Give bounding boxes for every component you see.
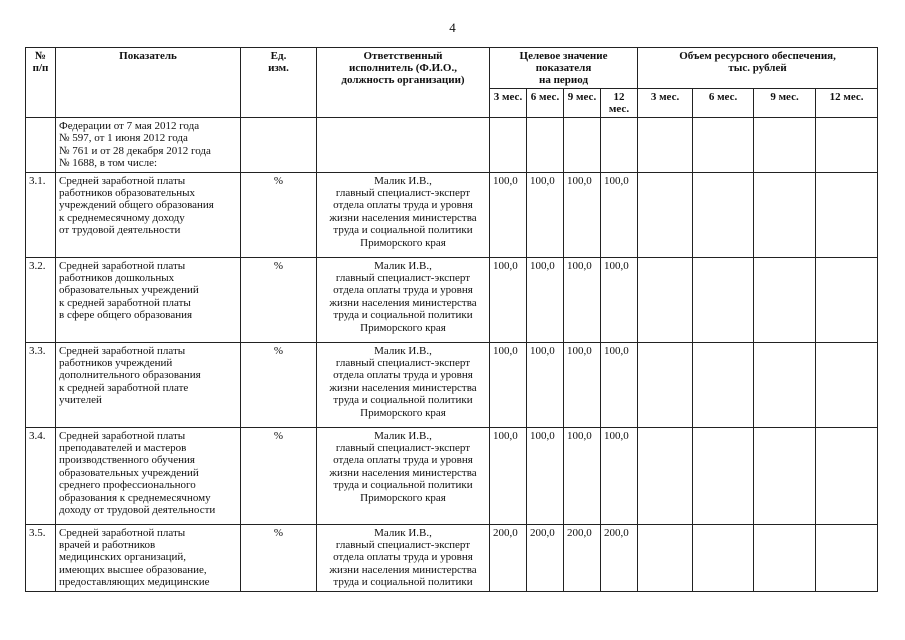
cell-target: 200,0 <box>527 524 564 591</box>
header-responsible: Ответственный исполнитель (Ф.И.О., должность организации) <box>317 48 490 118</box>
cell-unit: % <box>241 172 317 257</box>
cell-resource <box>693 118 754 173</box>
header-unit: Ед. изм. <box>241 48 317 118</box>
cell-resource <box>754 257 816 342</box>
cell-num: 3.1. <box>26 172 56 257</box>
header-num: № п/п <box>26 48 56 118</box>
cell-target: 100,0 <box>601 257 638 342</box>
target-period-9: 9 мес. <box>564 89 601 118</box>
cell-target <box>601 118 638 173</box>
cell-resource <box>693 342 754 427</box>
cell-target: 100,0 <box>490 427 527 524</box>
cell-indicator: Средней заработной платы работников дошкольных образовательных учреждений к средней заработной платы в сфере общего образования <box>56 257 241 342</box>
cell-target: 100,0 <box>527 257 564 342</box>
cell-resource <box>816 524 878 591</box>
table-row <box>26 172 878 257</box>
cell-target: 100,0 <box>564 172 601 257</box>
cell-resource <box>693 257 754 342</box>
target-period-3: 3 мес. <box>490 89 527 118</box>
cell-target: 100,0 <box>490 257 527 342</box>
table-row <box>26 427 878 524</box>
cell-indicator: Средней заработной платы работников образовательных учреждений общего образования к среднемесячному доходу от трудовой деятельности <box>56 172 241 257</box>
header-indicator: Показатель <box>56 48 241 118</box>
page-number: 4 <box>449 20 456 35</box>
target-period-6: 6 мес. <box>527 89 564 118</box>
cell-target: 200,0 <box>601 524 638 591</box>
cell-target: 100,0 <box>601 342 638 427</box>
cell-responsible: Малик И.В., главный специалист-эксперт отдела оплаты труда и уровня жизни населения министерства труда и социальной политики Приморского края <box>317 257 490 342</box>
cell-responsible: Малик И.В., главный специалист-эксперт отдела оплаты труда и уровня жизни населения министерства труда и социальной политики Приморского края <box>317 172 490 257</box>
cell-resource <box>816 342 878 427</box>
cell-target: 100,0 <box>527 342 564 427</box>
cell-target: 200,0 <box>564 524 601 591</box>
header-target: Целевое значение показателя на период <box>490 48 638 89</box>
indicators-table <box>25 47 878 592</box>
cell-resource <box>638 257 693 342</box>
cell-target <box>527 118 564 173</box>
cell-target: 100,0 <box>564 427 601 524</box>
cell-resource <box>816 257 878 342</box>
cell-resource <box>816 427 878 524</box>
cell-target: 100,0 <box>527 427 564 524</box>
cell-resource <box>754 524 816 591</box>
cell-resource <box>754 118 816 173</box>
resource-period-3: 3 мес. <box>638 89 693 118</box>
cell-resource <box>693 524 754 591</box>
cell-responsible: Малик И.В., главный специалист-эксперт отдела оплаты труда и уровня жизни населения министерства труда и социальной политики Приморского края <box>317 427 490 524</box>
resource-period-6: 6 мес. <box>693 89 754 118</box>
cell-target: 100,0 <box>490 342 527 427</box>
cell-target: 100,0 <box>601 172 638 257</box>
cell-unit: % <box>241 427 317 524</box>
header-row <box>26 48 878 89</box>
cell-resource <box>638 342 693 427</box>
cell-target: 100,0 <box>490 172 527 257</box>
table-row-continuation <box>26 118 878 173</box>
header-resource: Объем ресурсного обеспечения, тыс. рублей <box>638 48 878 89</box>
resource-period-12: 12 мес. <box>816 89 878 118</box>
cell-continuation: Федерации от 7 мая 2012 года № 597, от 1 июня 2012 года № 761 и от 28 декабря 2012 года № 1688, в том числе: <box>56 118 241 173</box>
cell-responsible: Малик И.В., главный специалист-эксперт отдела оплаты труда и уровня жизни населения министерства труда и социальной политики <box>317 524 490 591</box>
cell-indicator: Средней заработной платы врачей и работников медицинских организаций, имеющих высшее образование, предоставляющих медицинские <box>56 524 241 591</box>
cell-resource <box>638 427 693 524</box>
cell-resource <box>816 172 878 257</box>
cell-resource <box>638 524 693 591</box>
cell-target: 100,0 <box>564 257 601 342</box>
cell-unit: % <box>241 524 317 591</box>
cell-resource <box>754 342 816 427</box>
cell-num: 3.5. <box>26 524 56 591</box>
cell-num <box>26 118 56 173</box>
cell-unit <box>241 118 317 173</box>
cell-resource <box>754 427 816 524</box>
cell-resource <box>754 172 816 257</box>
cell-unit: % <box>241 342 317 427</box>
cell-resource <box>693 172 754 257</box>
cell-resource <box>816 118 878 173</box>
cell-indicator: Средней заработной платы работников учреждений дополнительного образования к средней заработной плате учителей <box>56 342 241 427</box>
cell-target: 100,0 <box>527 172 564 257</box>
cell-resource <box>638 118 693 173</box>
cell-num: 3.2. <box>26 257 56 342</box>
target-period-12: 12 мес. <box>601 89 638 118</box>
cell-num: 3.4. <box>26 427 56 524</box>
cell-target: 100,0 <box>601 427 638 524</box>
cell-responsible: Малик И.В., главный специалист-эксперт отдела оплаты труда и уровня жизни населения министерства труда и социальной политики Приморского края <box>317 342 490 427</box>
table-row <box>26 257 878 342</box>
table-row <box>26 524 878 591</box>
cell-indicator: Средней заработной платы преподавателей и мастеров производственного обучения образовательных учреждений среднего профессионального образования к среднемесячному доходу от трудовой деятельности <box>56 427 241 524</box>
cell-target <box>564 118 601 173</box>
table-row <box>26 342 878 427</box>
cell-num: 3.3. <box>26 342 56 427</box>
cell-unit: % <box>241 257 317 342</box>
cell-target: 200,0 <box>490 524 527 591</box>
cell-resource <box>638 172 693 257</box>
cell-responsible <box>317 118 490 173</box>
cell-target: 100,0 <box>564 342 601 427</box>
cell-target <box>490 118 527 173</box>
resource-period-9: 9 мес. <box>754 89 816 118</box>
cell-resource <box>693 427 754 524</box>
